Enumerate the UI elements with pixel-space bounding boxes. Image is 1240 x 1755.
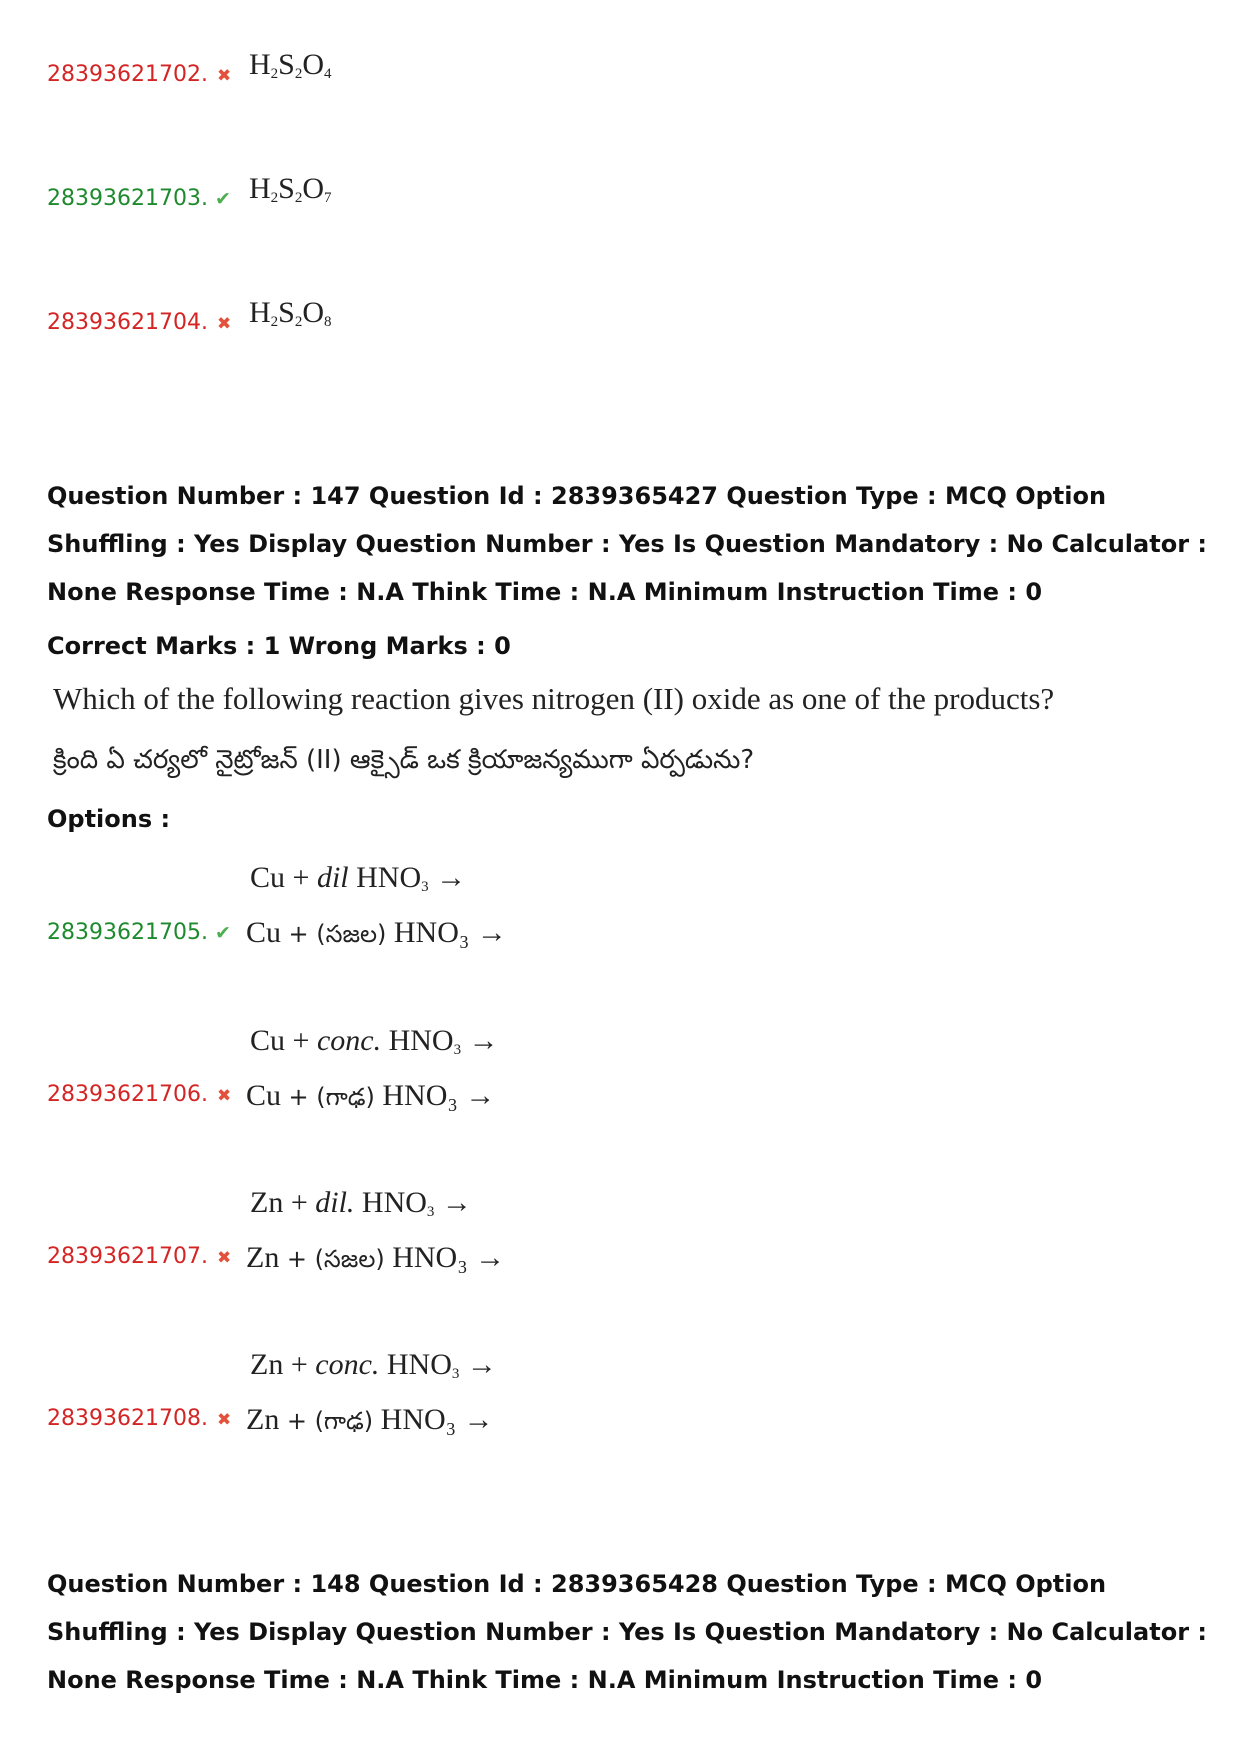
option-equation [246,1180,506,1282]
question-meta: Question Number : 147 Question Id : 2839365427 Question Type : MCQ Option Shuffling : Yes Display Question Number : Yes Is Question Mandatory : No Calculator : None Response Time : N.A Think Time : N.A Minimum Instruction Time : 0 [47,482,1207,606]
option-equation [246,1018,499,1120]
option-row [47,1244,208,1269]
option-equation [246,855,507,957]
check-icon: ✔ [215,188,231,210]
option-formula: $H_2S_2O_4$ [249,48,332,82]
options-label: Options : [47,805,171,833]
option-id: 28393621706. [47,1082,208,1107]
option-row [47,1082,208,1107]
option-equation [246,1342,497,1444]
question-marks: Correct Marks : 1 Wrong Marks : 0 [47,632,511,660]
option-id: 28393621703. [47,186,208,211]
option-row [47,186,208,211]
equation-telugu: Cu + (సజల) HNO₃ → [246,916,507,949]
question-meta: Question Number : 148 Question Id : 2839365428 Question Type : MCQ Option Shuffling : Yes Display Question Number : Yes Is Question Mandatory : No Calculator : None Response Time : N.A Think Time : N.A Minimum Instruction Time : 0 [47,1570,1207,1694]
equation-telugu: Zn + (గాఢ) HNO₃ → [246,1403,494,1436]
option-row [47,920,208,945]
cross-icon: ✖ [217,1248,232,1268]
cross-icon: ✖ [217,66,232,86]
equation-telugu: Zn + (సజల) HNO₃ → [246,1241,506,1274]
option-row [47,310,208,335]
equation-english: Zn + conc. $HNO_3$ → [250,1348,497,1382]
option-id: 28393621704. [47,310,208,335]
equation-telugu: Cu + (గాఢ) HNO₃ → [246,1079,496,1112]
option-id: 28393621705. [47,920,208,945]
option-id: 28393621707. [47,1244,208,1269]
cross-icon: ✖ [217,1410,232,1430]
option-formula: $H_2S_2O_7$ [249,172,332,206]
check-icon: ✔ [215,922,231,944]
option-row [47,1406,208,1431]
cross-icon: ✖ [217,1086,232,1106]
option-formula: $H_2S_2O_8$ [249,296,332,330]
option-id: 28393621708. [47,1406,208,1431]
cross-icon: ✖ [217,314,232,334]
equation-english: Cu + conc. $HNO_3$ → [250,1024,499,1058]
question-text-telugu: క్రింది ఏ చర్యలో నైట్రోజన్ (II) ఆక్సైడ్ ఒక క్రియాజన్యముగా ఏర్పడును? [53,745,755,775]
equation-english: Zn + dil. $HNO_3$ → [250,1186,472,1220]
option-id: 28393621702. [47,62,208,87]
equation-english: Cu + dil $HNO_3$ → [250,861,467,895]
question-text-english: Which of the following reaction gives nitrogen (II) oxide as one of the products? [53,681,1055,716]
option-row [47,62,208,87]
